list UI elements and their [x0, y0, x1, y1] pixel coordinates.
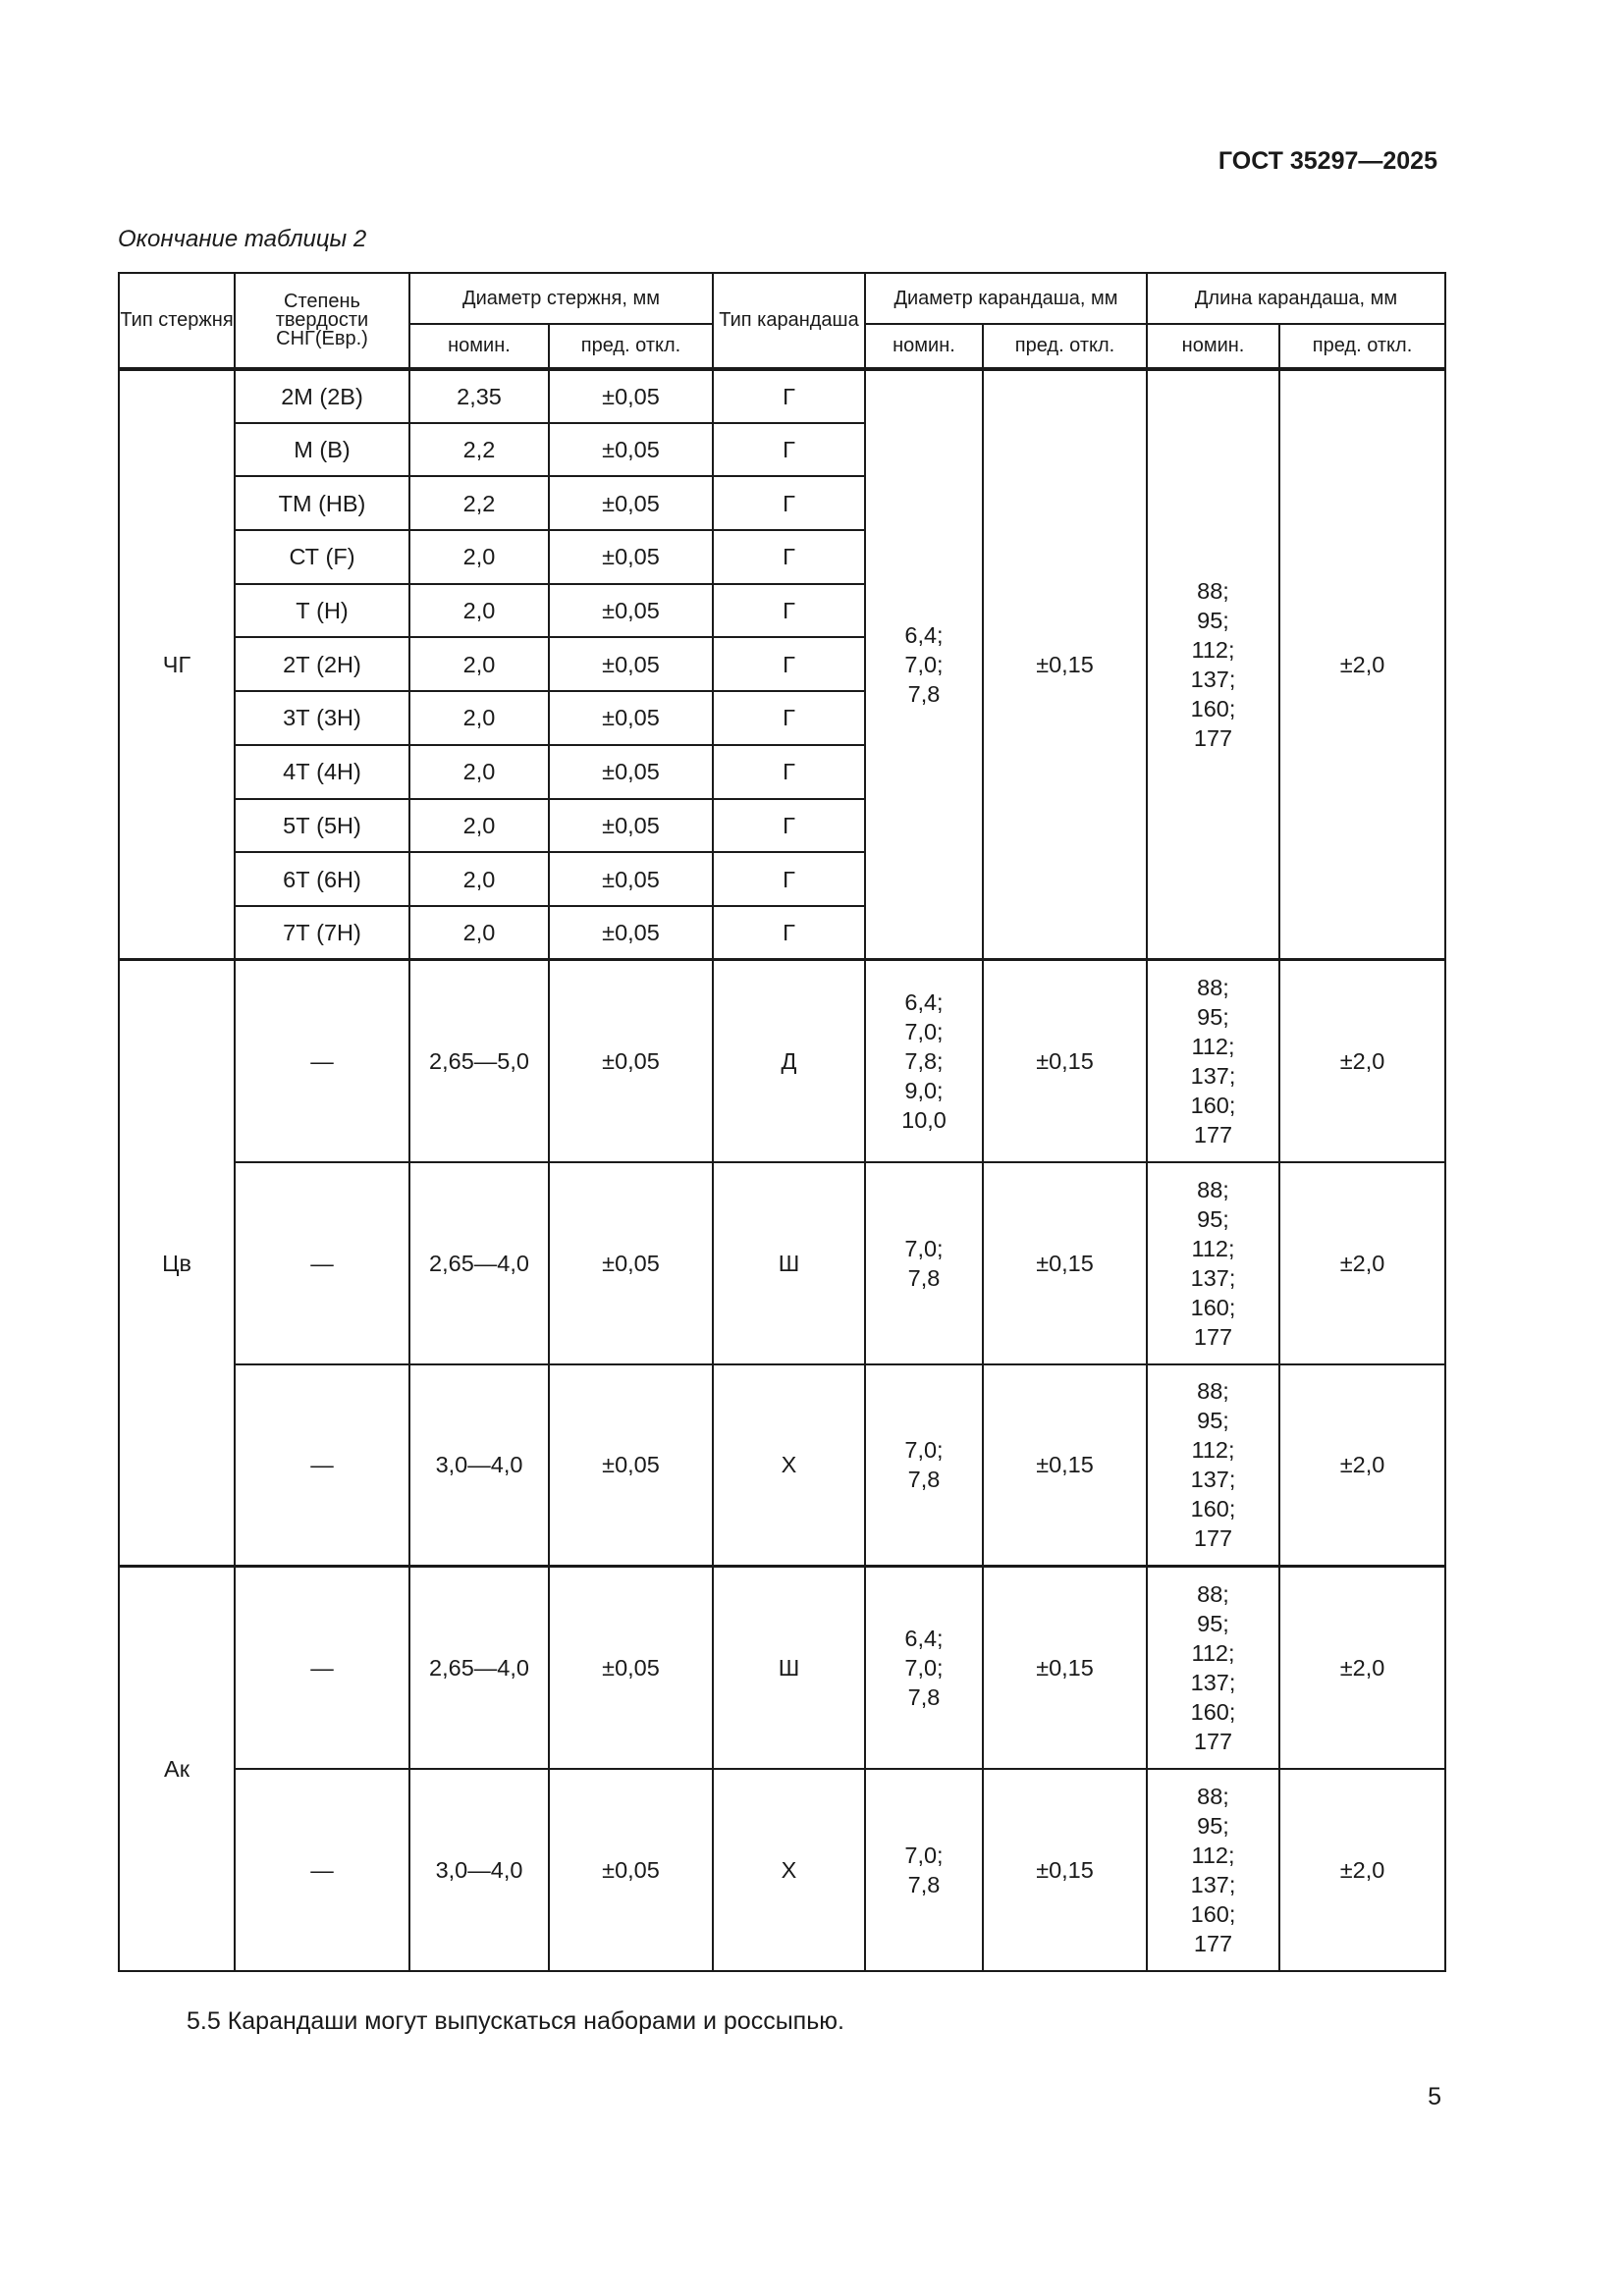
core-d-tolerance-cell: ±0,05	[549, 476, 713, 530]
pencil-d-tolerance-cell: ±0,15	[983, 960, 1147, 1162]
length-tolerance-cell: ±2,0	[1279, 369, 1445, 960]
core-d-nominal-cell: 2,0	[409, 584, 549, 638]
pencil-d-tolerance-cell: ±0,15	[983, 1162, 1147, 1364]
table-row	[119, 1364, 1445, 1567]
hardness-cell: 7Т (7Н)	[235, 906, 409, 960]
pencil-type-cell: Ш	[713, 1162, 865, 1364]
core-d-tolerance-cell: ±0,05	[549, 1162, 713, 1364]
pencil-type-cell: Г	[713, 745, 865, 799]
hardness-cell: М (В)	[235, 423, 409, 477]
length-tolerance-cell: ±2,0	[1279, 1769, 1445, 1971]
core-d-tolerance-cell: ±0,05	[549, 637, 713, 691]
core-d-nominal-cell: 2,0	[409, 906, 549, 960]
subheader-length-nominal: номин.	[1147, 324, 1279, 369]
core-d-nominal-cell: 2,2	[409, 423, 549, 477]
core-d-nominal-cell: 2,65—4,0	[409, 1162, 549, 1364]
core-d-tolerance-cell: ±0,05	[549, 584, 713, 638]
core-d-tolerance-cell: ±0,05	[549, 1769, 713, 1971]
core-type-cell: ЧГ	[119, 369, 235, 960]
core-d-tolerance-cell: ±0,05	[549, 530, 713, 584]
table-row	[119, 369, 1445, 423]
pencil-d-nominal-cell: 6,4; 7,0; 7,8; 9,0; 10,0	[865, 960, 983, 1162]
pencil-d-nominal-cell: 6,4; 7,0; 7,8	[865, 1567, 983, 1769]
pencil-type-cell: Г	[713, 584, 865, 638]
pencil-d-nominal-cell: 7,0; 7,8	[865, 1162, 983, 1364]
hardness-cell: 2Т (2Н)	[235, 637, 409, 691]
core-d-tolerance-cell: ±0,05	[549, 852, 713, 906]
core-d-nominal-cell: 2,0	[409, 637, 549, 691]
hardness-cell: —	[235, 1364, 409, 1567]
pencil-d-nominal-cell: 6,4; 7,0; 7,8	[865, 369, 983, 960]
hardness-cell: —	[235, 1567, 409, 1769]
core-d-tolerance-cell: ±0,05	[549, 1364, 713, 1567]
length-tolerance-cell: ±2,0	[1279, 960, 1445, 1162]
pencil-type-cell: Г	[713, 799, 865, 853]
table-row	[119, 1769, 1445, 1971]
pencil-type-cell: Х	[713, 1364, 865, 1567]
core-d-nominal-cell: 2,65—4,0	[409, 1567, 549, 1769]
pencil-type-cell: Г	[713, 530, 865, 584]
length-tolerance-cell: ±2,0	[1279, 1364, 1445, 1567]
hardness-cell: —	[235, 960, 409, 1162]
hardness-cell: СТ (F)	[235, 530, 409, 584]
core-d-tolerance-cell: ±0,05	[549, 369, 713, 423]
length-nominal-cell: 88; 95; 112; 137; 160; 177	[1147, 1567, 1279, 1769]
core-d-nominal-cell: 2,0	[409, 852, 549, 906]
header-core-type: Тип стержня	[119, 273, 235, 369]
header-hardness: Степень твердости СНГ(Евр.)	[235, 273, 409, 369]
core-d-nominal-cell: 3,0—4,0	[409, 1769, 549, 1971]
pencil-type-cell: Г	[713, 637, 865, 691]
pencil-type-cell: Г	[713, 852, 865, 906]
pencil-d-nominal-cell: 7,0; 7,8	[865, 1364, 983, 1567]
core-d-nominal-cell: 2,0	[409, 691, 549, 745]
hardness-cell: 6Т (6Н)	[235, 852, 409, 906]
core-type-cell: Ак	[119, 1567, 235, 1971]
pencil-d-tolerance-cell: ±0,15	[983, 1769, 1147, 1971]
core-d-nominal-cell: 2,0	[409, 530, 549, 584]
header-pencil-diameter: Диаметр карандаша, мм	[865, 273, 1147, 324]
header-pencil-length: Длина карандаша, мм	[1147, 273, 1445, 324]
core-d-tolerance-cell: ±0,05	[549, 423, 713, 477]
hardness-cell: 4Т (4Н)	[235, 745, 409, 799]
core-d-tolerance-cell: ±0,05	[549, 1567, 713, 1769]
hardness-cell: —	[235, 1769, 409, 1971]
pencil-type-cell: Г	[713, 691, 865, 745]
pencil-type-cell: Ш	[713, 1567, 865, 1769]
pencil-d-tolerance-cell: ±0,15	[983, 1567, 1147, 1769]
core-type-cell: Цв	[119, 960, 235, 1567]
hardness-cell: ТМ (НВ)	[235, 476, 409, 530]
hardness-cell: Т (Н)	[235, 584, 409, 638]
clause-note: 5.5 Карандаши могут выпускаться наборами и россыпью.	[187, 2007, 844, 2035]
length-nominal-cell: 88; 95; 112; 137; 160; 177	[1147, 960, 1279, 1162]
header-core-diameter: Диаметр стержня, мм	[409, 273, 713, 324]
table-row	[119, 1162, 1445, 1364]
length-nominal-cell: 88; 95; 112; 137; 160; 177	[1147, 1162, 1279, 1364]
subheader-core-tolerance: пред. откл.	[549, 324, 713, 369]
hardness-cell: 3Т (3Н)	[235, 691, 409, 745]
pencil-type-cell: Х	[713, 1769, 865, 1971]
subheader-pencil-d-tolerance: пред. откл.	[983, 324, 1147, 369]
core-d-tolerance-cell: ±0,05	[549, 745, 713, 799]
subheader-pencil-d-nominal: номин.	[865, 324, 983, 369]
pencil-type-cell: Г	[713, 423, 865, 477]
page-number: 5	[1428, 2083, 1441, 2110]
length-tolerance-cell: ±2,0	[1279, 1162, 1445, 1364]
pencil-d-nominal-cell: 7,0; 7,8	[865, 1769, 983, 1971]
pencil-d-tolerance-cell: ±0,15	[983, 1364, 1147, 1567]
pencil-type-cell: Г	[713, 906, 865, 960]
core-d-tolerance-cell: ±0,05	[549, 906, 713, 960]
pencil-type-cell: Г	[713, 369, 865, 423]
pencil-type-cell: Д	[713, 960, 865, 1162]
length-nominal-cell: 88; 95; 112; 137; 160; 177	[1147, 1769, 1279, 1971]
core-d-nominal-cell: 2,0	[409, 799, 549, 853]
hardness-cell: 2М (2В)	[235, 369, 409, 423]
core-d-nominal-cell: 2,35	[409, 369, 549, 423]
subheader-length-tolerance: пред. откл.	[1279, 324, 1445, 369]
length-tolerance-cell: ±2,0	[1279, 1567, 1445, 1769]
table-row	[119, 960, 1445, 1162]
hardness-cell: —	[235, 1162, 409, 1364]
document-code: ГОСТ 35297—2025	[1218, 147, 1437, 175]
pencil-type-cell: Г	[713, 476, 865, 530]
length-nominal-cell: 88; 95; 112; 137; 160; 177	[1147, 369, 1279, 960]
table-caption: Окончание таблицы 2	[118, 226, 367, 252]
subheader-core-nominal: номин.	[409, 324, 549, 369]
core-d-tolerance-cell: ±0,05	[549, 799, 713, 853]
core-d-nominal-cell: 2,0	[409, 745, 549, 799]
core-d-tolerance-cell: ±0,05	[549, 691, 713, 745]
pencil-d-tolerance-cell: ±0,15	[983, 369, 1147, 960]
core-d-tolerance-cell: ±0,05	[549, 960, 713, 1162]
core-d-nominal-cell: 3,0—4,0	[409, 1364, 549, 1567]
hardness-cell: 5Т (5Н)	[235, 799, 409, 853]
length-nominal-cell: 88; 95; 112; 137; 160; 177	[1147, 1364, 1279, 1567]
core-d-nominal-cell: 2,65—5,0	[409, 960, 549, 1162]
table-row	[119, 1567, 1445, 1769]
core-d-nominal-cell: 2,2	[409, 476, 549, 530]
spec-table	[118, 272, 1446, 1972]
header-pencil-type: Тип карандаша	[713, 273, 865, 369]
